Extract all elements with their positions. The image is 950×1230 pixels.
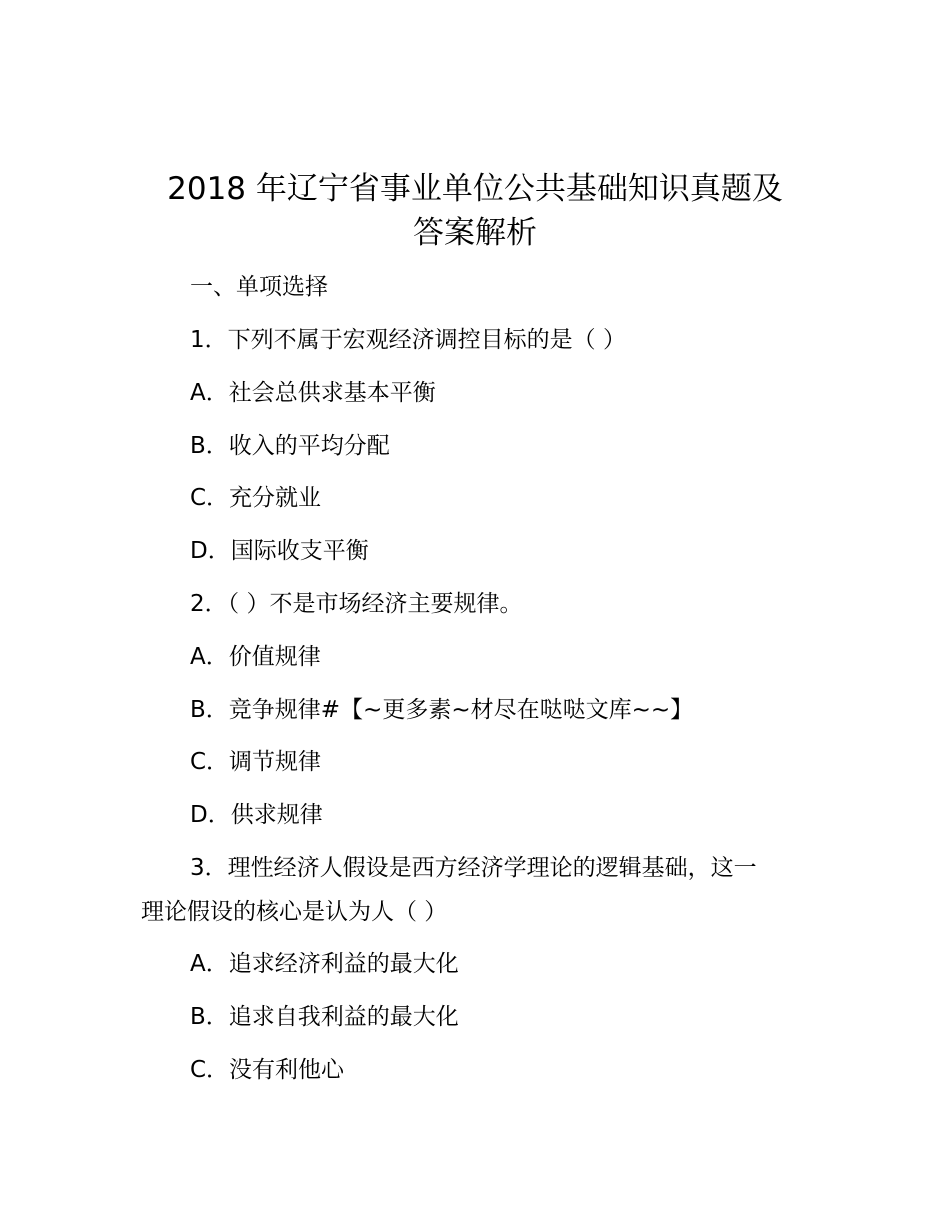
question-3-stem-line-2: 理论假设的核心是认为人（ ） <box>141 899 448 925</box>
question-2-stem: 2．（ ）不是市场经济主要规律。 <box>190 591 523 617</box>
document-title-line-1: 2018 年辽宁省事业单位公共基础知识真题及 <box>167 171 783 207</box>
question-2-option-b: B．竞争规律#【~更多素~材尽在哒哒文库~~】 <box>190 697 694 723</box>
question-1-option-a: A．社会总供求基本平衡 <box>190 380 436 406</box>
question-1-option-d: D．国际收支平衡 <box>190 538 369 564</box>
question-3-stem-line-1: 3．理性经济人假设是西方经济学理论的逻辑基础，这一 <box>190 855 757 881</box>
question-1-option-b: B．收入的平均分配 <box>190 433 390 459</box>
question-1-stem: 1．下列不属于宏观经济调控目标的是（ ） <box>190 327 626 353</box>
question-3-option-b: B．追求自我利益的最大化 <box>190 1004 459 1030</box>
question-2-option-d: D．供求规律 <box>190 802 323 828</box>
question-2-option-a: A．价值规律 <box>190 644 321 670</box>
question-2-option-c: C．调节规律 <box>190 749 322 775</box>
document-title-line-2: 答案解析 <box>413 215 537 251</box>
section-heading: 一、单项选择 <box>190 274 328 300</box>
question-3-option-a: A．追求经济利益的最大化 <box>190 951 459 977</box>
question-3-option-c: C．没有利他心 <box>190 1057 345 1083</box>
question-1-option-c: C．充分就业 <box>190 485 322 511</box>
